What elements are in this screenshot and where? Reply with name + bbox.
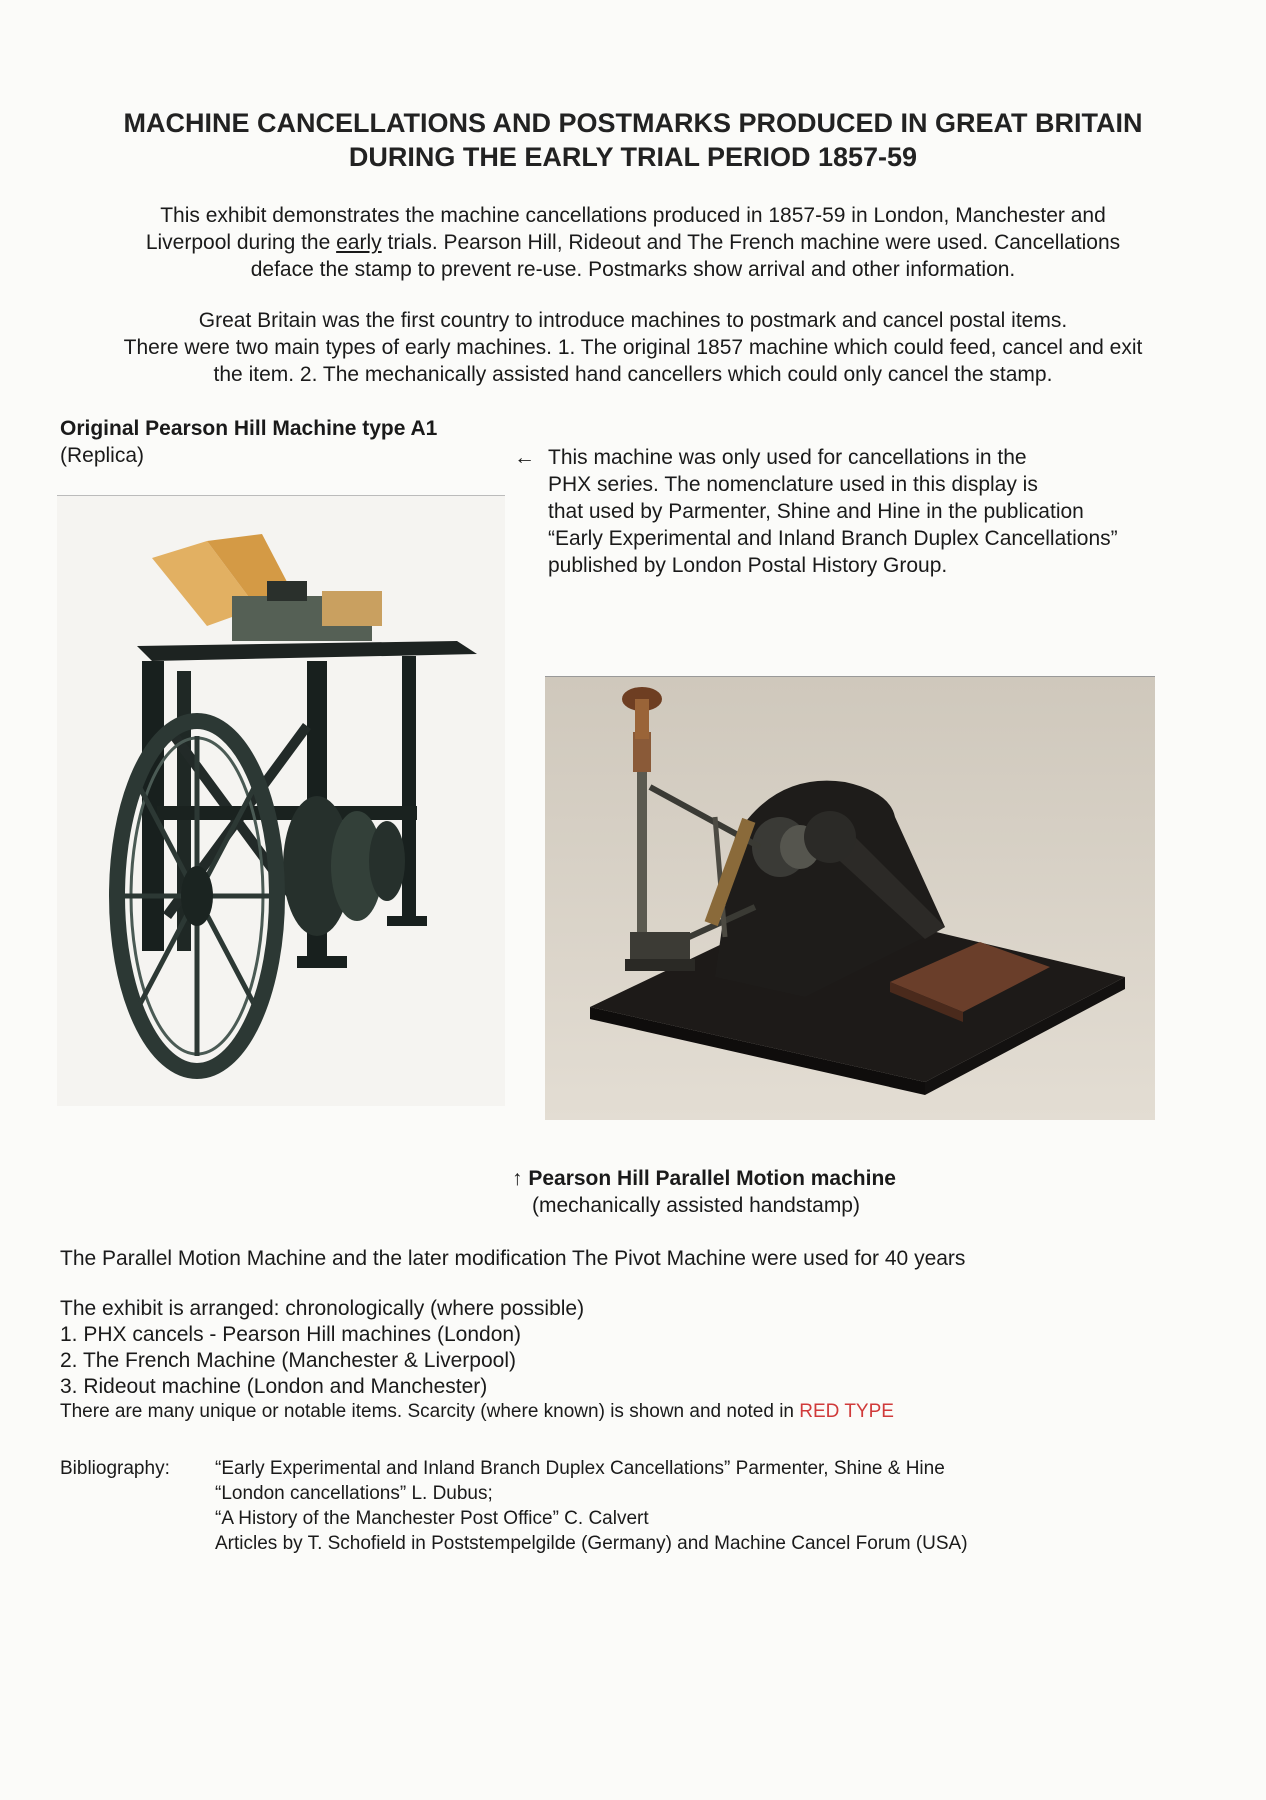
machine-a1-heading	[60, 415, 437, 469]
arrangement-item-2: 2. The French Machine (Manchester & Liverpool)	[60, 1349, 516, 1372]
scarcity-note	[60, 1400, 894, 1424]
note-line-2: PHX series. The nomenclature used in this display is	[548, 473, 1038, 496]
parallel-motion-caption	[512, 1165, 896, 1219]
bibliography	[60, 1456, 1210, 1556]
intro-paragraph	[40, 202, 1226, 283]
intro2-line-3: the item. 2. The mechanically assisted hand cancellers which could only cancel the stamp.	[213, 363, 1053, 386]
title-line-2: DURING THE EARLY TRIAL PERIOD 1857-59	[348, 142, 918, 172]
bibliography-entry: Articles by T. Schofield in Poststempelgilde (Germany) and Machine Cancel Forum (USA)	[215, 1533, 968, 1554]
bibliography-entry: “London cancellations” L. Dubus;	[215, 1483, 493, 1504]
intro-line-2	[40, 229, 1226, 256]
arrangement-section	[60, 1296, 894, 1424]
arrangement-item-3: 3. Rideout machine (London and Manchester)	[60, 1375, 488, 1398]
intro-line-1: This exhibit demonstrates the machine cancellations produced in 1857-59 in London, Manchester and	[160, 204, 1106, 227]
bibliography-label: Bibliography:	[60, 1458, 170, 1479]
intro-line-2-post: trials. Pearson Hill, Rideout and The French machine were used. Cancellations	[381, 231, 1121, 254]
scarcity-text: There are many unique or notable items. Scarcity (where known) is shown and noted in	[60, 1401, 800, 1422]
arrangement-heading: The exhibit is arranged: chronologically (where possible)	[60, 1297, 585, 1320]
intro-line-3: deface the stamp to prevent re-use. Postmarks show arrival and other information.	[250, 258, 1016, 281]
note-line-5: published by London Postal History Group.	[548, 554, 948, 577]
parallel-caption-title: Pearson Hill Parallel Motion machine	[528, 1167, 896, 1190]
intro2-paragraph	[40, 307, 1226, 388]
left-arrow-icon: ←	[514, 446, 535, 469]
pivot-note: The Parallel Motion Machine and the later modification The Pivot Machine were used for 40 years	[60, 1247, 966, 1270]
machine-a1-note	[514, 444, 1214, 579]
note-line-1: This machine was only used for cancellations in the	[548, 446, 1027, 469]
intro2-line-2: There were two main types of early machines. 1. The original 1857 machine which could feed, cancel and exit	[123, 336, 1143, 359]
intro-line-2-pre: Liverpool during the	[145, 231, 337, 254]
up-arrow-icon: ↑	[512, 1167, 523, 1190]
intro2-line-1: Great Britain was the first country to introduce machines to postmark and cancel postal items.	[198, 309, 1068, 332]
page-title	[40, 106, 1226, 174]
title-line-1: MACHINE CANCELLATIONS AND POSTMARKS PRODUCED IN GREAT BRITAIN	[123, 108, 1143, 138]
parallel-motion-machine-photo	[545, 676, 1155, 1120]
intro-underlined-word: early	[336, 231, 382, 254]
arrangement-item-1: 1. PHX cancels - Pearson Hill machines (London)	[60, 1323, 522, 1346]
bibliography-entries	[215, 1456, 968, 1556]
bibliography-entry: “Early Experimental and Inland Branch Duplex Cancellations” Parmenter, Shine & Hine	[215, 1458, 945, 1479]
note-line-4: “Early Experimental and Inland Branch Duplex Cancellations”	[548, 527, 1118, 550]
machine-a1-subtitle: (Replica)	[60, 444, 145, 467]
note-line-3: that used by Parmenter, Shine and Hine in the publication	[548, 500, 1084, 523]
machine-a1-title: Original Pearson Hill Machine type A1	[60, 417, 438, 440]
pearson-hill-a1-photo	[57, 495, 505, 1106]
bibliography-entry: “A History of the Manchester Post Office” C. Calvert	[215, 1508, 649, 1529]
red-type-label: RED TYPE	[799, 1401, 894, 1422]
parallel-caption-subtitle: (mechanically assisted handstamp)	[532, 1194, 860, 1217]
